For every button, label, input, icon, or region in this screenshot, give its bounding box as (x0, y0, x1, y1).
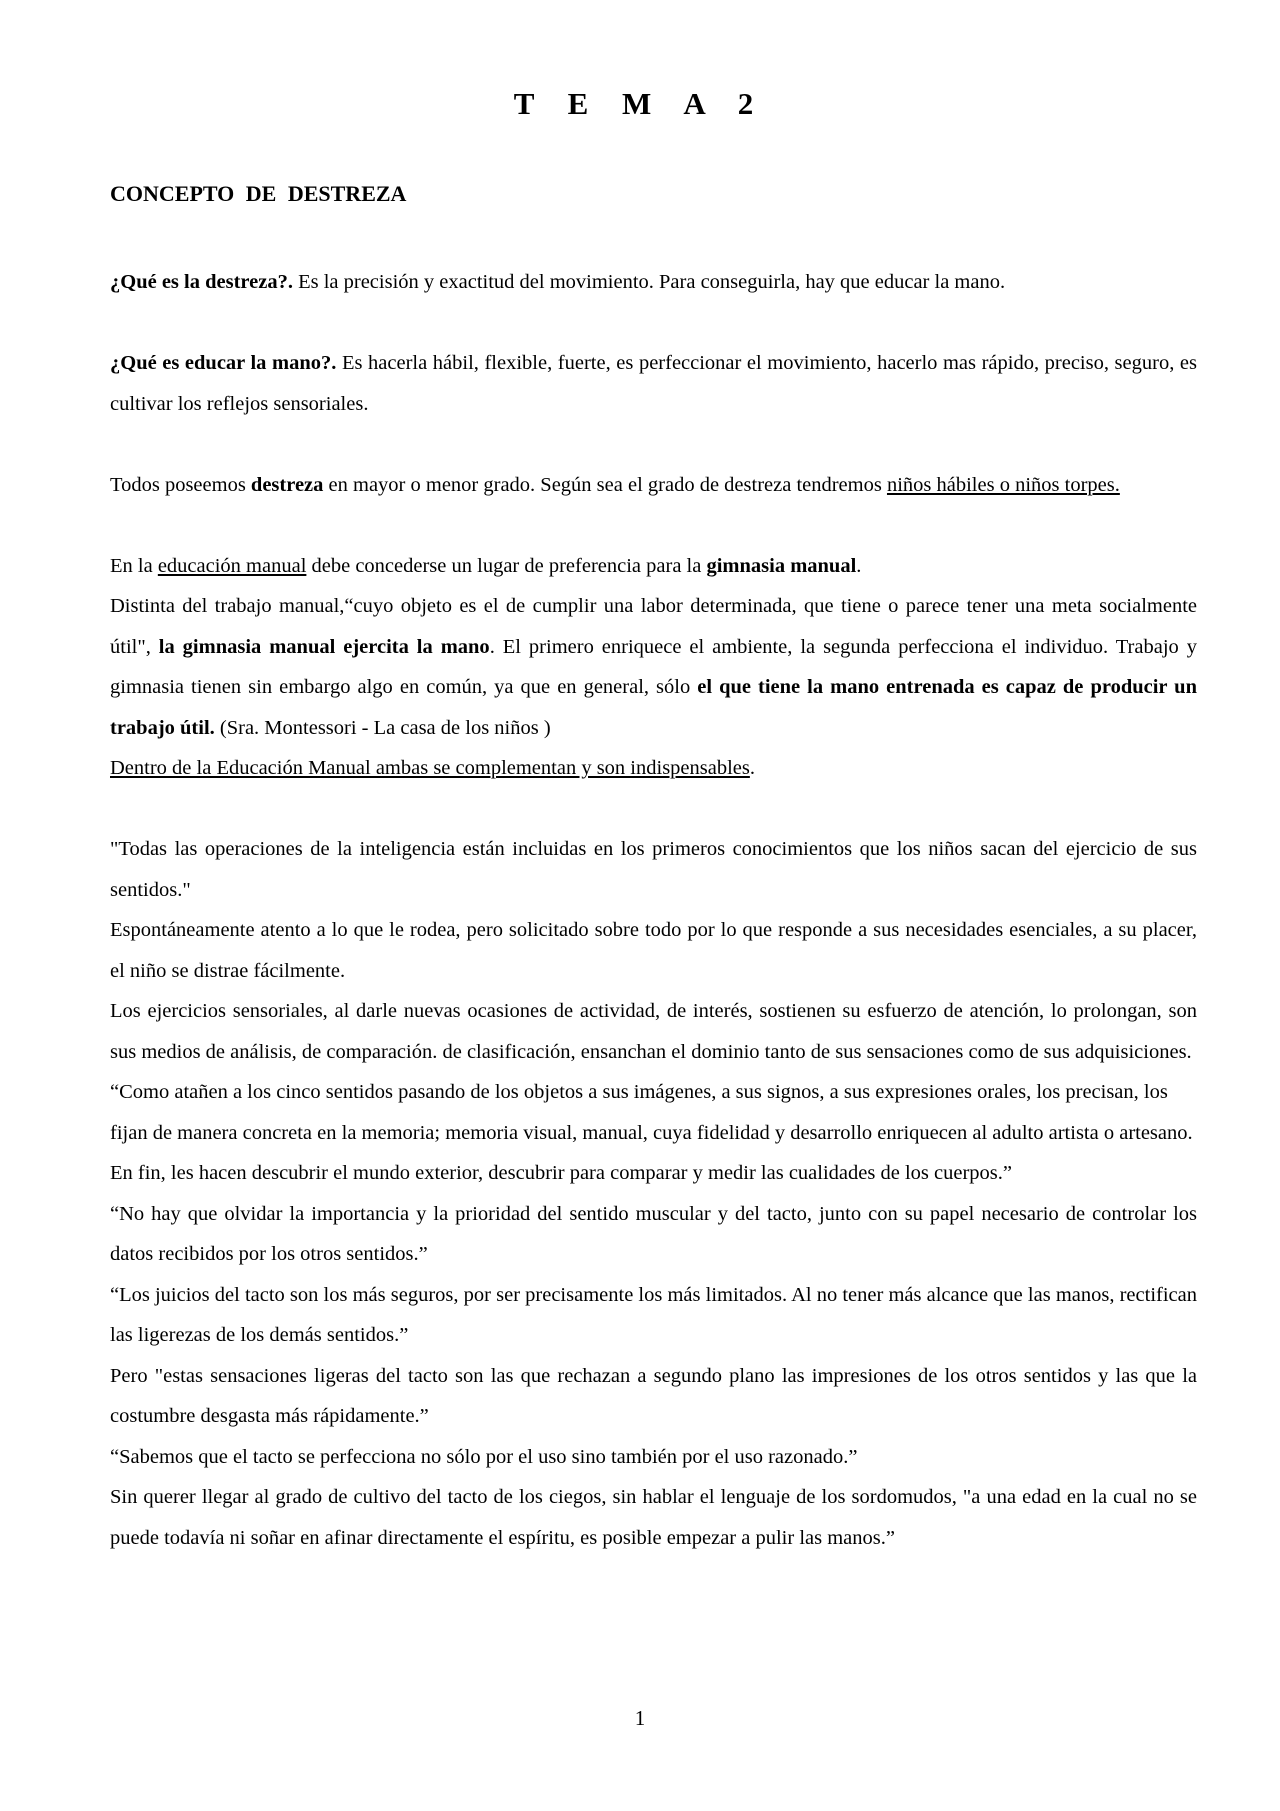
text-run: Distinta del trabajo manual,“cuyo objeto es el de cumplir una labor determinada, que tiene o parece tener una meta socialmente útil", (110, 595, 1197, 658)
text-run: . (749, 757, 755, 779)
page-number: 1 (634, 1706, 646, 1730)
text-run: Todos poseemos (110, 473, 251, 496)
answer-text: Es la precisión y exactitud del movimiento. Para conseguirla, hay que educar la mano. (292, 271, 1006, 293)
paragraph-sabemos: “Sabemos que el tacto se perfecciona no sólo por el uso sino también por el uso razonado.” (110, 1445, 858, 1468)
paragraph-como-atanen: “Como atañen a los cinco sentidos pasando de los objetos a sus imágenes, a sus signos, a sus expresiones orales, los precisan, los fijan de manera concreta en la memoria; memoria visual, manual, cuya fidelidad y desarrollo enriquecen al adulto artista o artesano. En fin, les hacen descubrir el mundo exterior, descubrir para comparar y medir las cualidades de los cuerpos.” (110, 1081, 1193, 1184)
text-run: . El primero enriquece el ambiente, la segunda perfecciona el individuo. Trabajo y gimnasia tienen sin embargo algo en común, ya que en general, sólo (110, 635, 1197, 698)
paragraph-juicios-tacto: “Los juicios del tacto son los más seguros, por ser precisamente los más limitados. Al no tener más alcance que las manos, rectifican las ligerezas de los demás sentidos.” (110, 1283, 1197, 1346)
paragraph-distinta (110, 586, 1197, 748)
paragraph-sin-querer: Sin querer llegar al grado de cultivo del tacto de los ciegos, sin hablar el lenguaje de los sordomudos, "a una edad en la cual no se puede todavía ni soñar en afinar directamente el espíritu, es posible empezar a pulir las manos.” (110, 1486, 1197, 1549)
document-body (110, 262, 1197, 1558)
question-text: ¿Qué es la destreza?. (110, 271, 293, 293)
paragraph-complementan (110, 748, 1197, 789)
question-text: ¿Qué es educar la mano?. (110, 352, 337, 374)
text-run: (Sra. Montessori - La casa de los niños ) (214, 716, 551, 739)
text-run: en mayor o menor grado. Según sea el grado de destreza tendremos (323, 473, 887, 496)
paragraph-educacion-manual (110, 546, 1197, 587)
section-heading: CONCEPTO DE DESTREZA (110, 181, 407, 206)
text-run: . (856, 554, 862, 577)
document-title: T E M A 2 (513, 86, 767, 121)
paragraph-ejercicios-sensoriales: Los ejercicios sensoriales, al darle nuevas ocasiones de actividad, de interés, sostienen su esfuerzo de atención, lo prolongan, son sus medios de análisis, de comparación. de clasificación, ensanchan el dominio tanto de sus sensaciones como de sus adquisiciones. (110, 1000, 1197, 1063)
paragraph-todos-poseemos (110, 465, 1197, 506)
paragraph-espontaneamente: Espontáneamente atento a lo que le rodea, pero solicitado sobre todo por lo que responde a sus necesidades esenciales, a su placer, el niño se distrae fácilmente. (110, 919, 1197, 982)
underlined-run: niños hábiles o niños torpes. (886, 473, 1120, 496)
bold-run: gimnasia manual (706, 554, 857, 577)
underlined-run: Dentro de la Educación Manual ambas se complementan y son indispensables (110, 757, 750, 779)
paragraph-operaciones: "Todas las operaciones de la inteligencia están incluidas en los primeros conocimientos que los niños sacan del ejercicio de sus sentidos." (110, 838, 1197, 901)
bold-run: la gimnasia manual ejercita la mano (158, 635, 490, 658)
bold-run: destreza (250, 473, 324, 496)
paragraph-sensaciones-ligeras: Pero "estas sensaciones ligeras del tacto son las que rechazan a segundo plano las impresiones de los otros sentidos y las que la costumbre desgasta más rápidamente.” (110, 1364, 1197, 1427)
underlined-run: educación manual (157, 554, 307, 577)
answer-text: Es hacerla hábil, flexible, fuerte, es perfeccionar el movimiento, hacerlo mas rápido, preciso, seguro, es cultivar los reflejos sensoriales. (110, 352, 1197, 415)
paragraph-no-hay-que-olvidar: “No hay que olvidar la importancia y la prioridad del sentido muscular y del tacto, junto con su papel necesario de controlar los datos recibidos por los otros sentidos.” (110, 1202, 1197, 1265)
paragraph-educar-mano (110, 343, 1197, 424)
text-run: debe concederse un lugar de preferencia para la (306, 554, 707, 577)
text-run: En la (110, 554, 158, 577)
bold-run: el que tiene la mano entrenada es capaz de producir un trabajo útil. (110, 676, 1197, 739)
paragraph-destreza (110, 262, 1197, 303)
